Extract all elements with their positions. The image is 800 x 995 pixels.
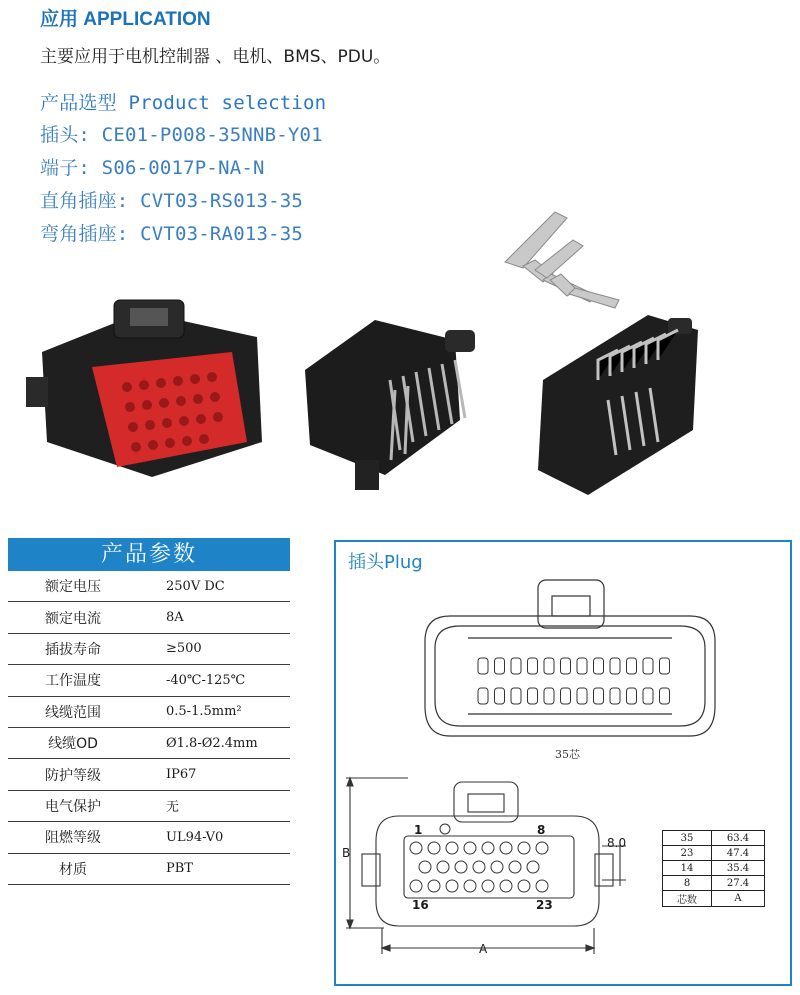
plug-pin-grid	[478, 658, 670, 704]
pin-cavity	[491, 861, 503, 873]
pin-slot	[511, 658, 521, 674]
param-key: 阻燃等级	[8, 822, 138, 853]
angled-header-photo	[528, 300, 708, 500]
pin-cavity	[536, 880, 548, 892]
pin-slot	[544, 658, 554, 674]
core-count-label: 35芯	[555, 748, 580, 761]
table-row	[8, 602, 290, 633]
pin-slot	[594, 688, 604, 704]
pin-cavity	[482, 880, 494, 892]
dimension-b-label: B	[342, 846, 351, 860]
pin-slot	[610, 688, 620, 704]
pin-cavity	[527, 861, 539, 873]
param-key: 工作温度	[8, 665, 138, 696]
pin-cavity	[509, 861, 521, 873]
pin-slot	[594, 658, 604, 674]
pin-slot	[577, 658, 587, 674]
pin-slot	[627, 688, 637, 704]
param-value: UL94-V0	[138, 822, 290, 853]
param-value: Ø1.8-Ø2.4mm	[138, 727, 290, 758]
param-value: 250V DC	[138, 571, 290, 602]
selection-angled-header: 弯角插座: CVT03-RA013-35	[40, 223, 304, 245]
pin-cavity	[446, 842, 458, 854]
pin-slot	[544, 688, 554, 704]
pin-slot	[610, 658, 620, 674]
pin-cavity	[437, 861, 449, 873]
param-key: 额定电压	[8, 571, 138, 602]
table-row	[663, 876, 765, 891]
params-table	[8, 571, 290, 885]
pin-label-23: 23	[536, 898, 553, 912]
pin-label-16: 16	[412, 898, 429, 912]
param-value: ≥500	[138, 633, 290, 664]
pin-slot	[495, 688, 505, 704]
pin-cavity	[428, 880, 440, 892]
pin-slot	[627, 658, 637, 674]
pin-cavity	[446, 880, 458, 892]
pin-slot	[528, 658, 538, 674]
pin-cavity	[518, 880, 530, 892]
pin-label-8: 8	[537, 823, 546, 837]
params-title: 产品参数	[8, 538, 290, 571]
param-key: 防护等级	[8, 759, 138, 790]
pin-slot	[643, 658, 653, 674]
straight-header-photo	[295, 310, 495, 500]
table-row	[8, 633, 290, 664]
plug-front-pin-grid	[410, 842, 548, 892]
plug-photo	[22, 292, 277, 482]
pin-cavity	[464, 842, 476, 854]
param-key: 线缆范围	[8, 696, 138, 727]
core-count-cell: 14	[663, 861, 712, 876]
pin-cavity	[410, 880, 422, 892]
pin-cavity	[455, 861, 467, 873]
pin-cavity	[410, 842, 422, 854]
table-row	[8, 696, 290, 727]
selection-title: 产品选型 Product selection	[40, 92, 327, 114]
core-count-cell: 芯数	[663, 891, 712, 907]
param-key: 电气保护	[8, 790, 138, 821]
plug-top-view-drawing	[420, 576, 720, 746]
application-description: 主要应用于电机控制器 、电机、BMS、PDU。	[40, 47, 391, 67]
table-row	[663, 891, 765, 907]
core-count-cell: 23	[663, 846, 712, 861]
selection-straight-header: 直角插座: CVT03-RS013-35	[40, 190, 304, 212]
core-count-cell: 8	[663, 876, 712, 891]
pin-cavity	[419, 861, 431, 873]
pin-slot	[561, 658, 571, 674]
pin-slot	[478, 688, 488, 704]
param-key: 额定电流	[8, 602, 138, 633]
dimension-a-label: A	[479, 942, 488, 956]
param-value: -40℃-125℃	[138, 665, 290, 696]
pin-slot	[561, 688, 571, 704]
table-row	[8, 727, 290, 758]
param-key: 插拔寿命	[8, 633, 138, 664]
dimension-cell: 63.4	[712, 831, 765, 846]
selection-terminal: 端子: S06-0017P-NA-N	[40, 157, 265, 179]
pin-slot	[511, 688, 521, 704]
pin-cavity	[500, 842, 512, 854]
pin-slot	[660, 658, 670, 674]
table-row	[8, 853, 290, 884]
dimension-offset-label: 8.0	[607, 836, 627, 850]
param-value: 无	[138, 790, 290, 821]
pin-slot	[528, 688, 538, 704]
param-value: 0.5-1.5mm²	[138, 696, 290, 727]
param-key: 线缆OD	[8, 727, 138, 758]
table-row	[663, 861, 765, 876]
dimension-cell: 27.4	[712, 876, 765, 891]
pin-cavity	[518, 842, 530, 854]
plug-title: 插头Plug	[348, 552, 423, 573]
pin-slot	[495, 658, 505, 674]
table-row	[8, 759, 290, 790]
table-row	[8, 665, 290, 696]
core-count-table	[662, 830, 765, 907]
dimension-cell: 35.4	[712, 861, 765, 876]
dimension-cell: 47.4	[712, 846, 765, 861]
table-row	[8, 822, 290, 853]
pin-slot	[478, 658, 488, 674]
param-key: 材质	[8, 853, 138, 884]
terminal-photo	[495, 200, 635, 310]
dimension-cell: A	[712, 891, 765, 907]
pin-cavity	[473, 861, 485, 873]
pin-slot	[643, 688, 653, 704]
param-value: IP67	[138, 759, 290, 790]
pin-cavity	[464, 880, 476, 892]
plug-front-view-drawing	[344, 776, 644, 966]
table-row	[8, 571, 290, 602]
table-row	[663, 846, 765, 861]
pin-cavity	[536, 842, 548, 854]
pin-cavity	[482, 842, 494, 854]
polarity-icon	[440, 824, 450, 834]
param-value: PBT	[138, 853, 290, 884]
table-row	[8, 790, 290, 821]
pin-cavity	[500, 880, 512, 892]
core-count-cell: 35	[663, 831, 712, 846]
selection-plug: 插头: CE01-P008-35NNB-Y01	[40, 124, 323, 146]
pin-slot	[577, 688, 587, 704]
pin-cavity	[428, 842, 440, 854]
pin-slot	[660, 688, 670, 704]
param-value: 8A	[138, 602, 290, 633]
table-row	[663, 831, 765, 846]
application-title: 应用 APPLICATION	[40, 9, 211, 30]
pin-label-1: 1	[414, 823, 423, 837]
